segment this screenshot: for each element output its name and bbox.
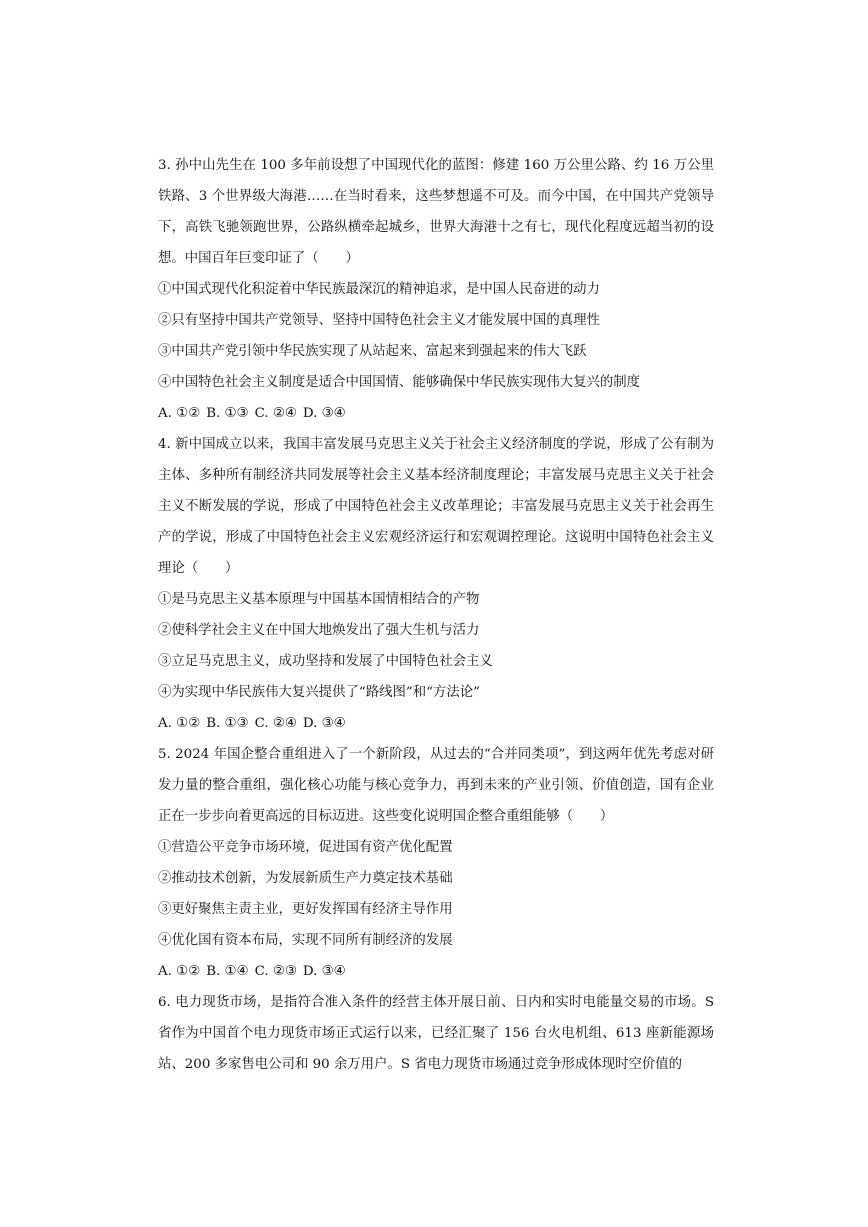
option-3: ③中国共产党引领中华民族实现了从站起来、富起来到强起来的伟大飞跃 xyxy=(158,344,587,359)
option-1: ①中国式现代化积淀着中华民族最深沉的精神追求，是中国人民奋进的动力 xyxy=(158,282,600,297)
question-stem: 4. 新中国成立以来，我国丰富发展马克思主义关于社会主义经济制度的学说，形成了公有制为主体、多种所有制经济共同发展等社会主义基本经济制度理论；丰富发展马克思主义关于社会主义不断发展的学说，形成了中国特色社会主义改革理论；丰富发展马克思主义关于社会再生产的学说，形成了中国特色社会主义宏观经济运行和宏观调控理论。这说明中国特色社会主义理论（ ） xyxy=(158,437,714,576)
option-4: ④中国特色社会主义制度是适合中国国情、能够确保中华民族实现伟大复兴的制度 xyxy=(158,375,641,390)
choice-b: B. ①③ xyxy=(206,716,249,731)
choice-d: D. ③④ xyxy=(302,964,346,979)
question-stem: 6. 电力现货市场，是指符合准入条件的经营主体开展日前、日内和实时电能量交易的市场。S 省作为中国首个电力现货市场正式运行以来，已经汇聚了 156 台火电机组、613 座新能源场站、200 多家售电公司和 90 余万用户。S 省电力现货市场通过竞争形成体现时空价值的 xyxy=(158,995,714,1072)
choice-b: B. ①③ xyxy=(206,406,249,421)
choice-a: A. ①② xyxy=(158,716,201,731)
choice-b: B. ①④ xyxy=(206,964,249,979)
option-3: ③更好聚焦主责主业，更好发挥国有经济主导作用 xyxy=(158,902,453,917)
choice-a: A. ①② xyxy=(158,964,201,979)
question-stem: 5. 2024 年国企整合重组进入了一个新阶段，从过去的“合并同类项”，到这两年优先考虑对研发力量的整合重组，强化核心功能与核心竞争力，再到未来的产业引领、价值创造，国有企业正在一步步向着更高远的目标迈进。这些变化说明国企整合重组能够（ ） xyxy=(158,747,714,824)
option-2: ②推动技术创新，为发展新质生产力奠定技术基础 xyxy=(158,871,453,886)
option-3: ③立足马克思主义，成功坚持和发展了中国特色社会主义 xyxy=(158,654,493,669)
option-2: ②使科学社会主义在中国大地焕发出了强大生机与活力 xyxy=(158,623,480,638)
choice-c: C. ②④ xyxy=(254,716,297,731)
question-4 xyxy=(158,429,714,739)
question-6 xyxy=(158,987,714,1080)
choice-c: C. ②④ xyxy=(254,406,297,421)
option-2: ②只有坚持中国共产党领导、坚持中国特色社会主义才能发展中国的真理性 xyxy=(158,313,600,328)
answer-choices xyxy=(158,398,714,429)
answer-choices xyxy=(158,956,714,987)
choice-a: A. ①② xyxy=(158,406,201,421)
choice-d: D. ③④ xyxy=(302,406,346,421)
question-5 xyxy=(158,739,714,987)
choice-d: D. ③④ xyxy=(302,716,346,731)
option-1: ①营造公平竞争市场环境，促进国有资产优化配置 xyxy=(158,840,453,855)
option-4: ④优化国有资本布局，实现不同所有制经济的发展 xyxy=(158,933,453,948)
option-1: ①是马克思主义基本原理与中国基本国情相结合的产物 xyxy=(158,592,480,607)
answer-choices xyxy=(158,708,714,739)
exam-page xyxy=(158,150,714,1080)
choice-c: C. ②③ xyxy=(254,964,297,979)
question-3 xyxy=(158,150,714,429)
option-4: ④为实现中华民族伟大复兴提供了“路线图”和“方法论” xyxy=(158,685,480,700)
question-stem: 3. 孙中山先生在 100 多年前设想了中国现代化的蓝图：修建 160 万公里公路、约 16 万公里铁路、3 个世界级大海港……在当时看来，这些梦想遥不可及。而今中国，在中国共产党领导下，高铁飞驰领跑世界，公路纵横牵起城乡，世界大海港十之有七，现代化程度远超当初的设想。中国百年巨变印证了（ ） xyxy=(158,158,714,266)
